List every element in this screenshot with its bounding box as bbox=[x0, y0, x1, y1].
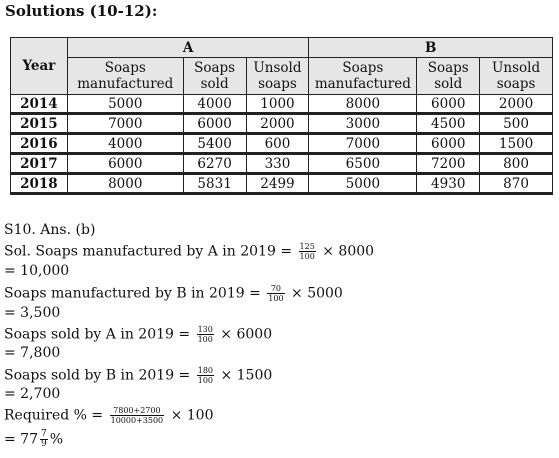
cell-year: 2017 bbox=[11, 154, 68, 174]
mixed-fraction-numerator: 7 bbox=[41, 429, 47, 439]
col-b-sold: Soaps sold bbox=[417, 58, 480, 95]
fraction-5 bbox=[110, 406, 165, 425]
line-9-suffix: × 100 bbox=[170, 407, 214, 424]
cell-year: 2015 bbox=[11, 114, 68, 134]
cell-a-manufactured: 4000 bbox=[67, 134, 183, 154]
cell-year: 2018 bbox=[11, 174, 68, 194]
cell-b-manufactured: 8000 bbox=[309, 95, 417, 114]
solution-line-1 bbox=[4, 242, 374, 261]
table-row bbox=[11, 154, 553, 174]
line-3-text: Soaps manufactured by B in 2019 = bbox=[4, 285, 261, 302]
fraction-4-numerator: 180 bbox=[197, 366, 214, 375]
cell-a-unsold: 600 bbox=[246, 134, 309, 154]
cell-a-unsold: 2000 bbox=[246, 114, 309, 134]
cell-b-sold: 6000 bbox=[417, 95, 480, 114]
cell-b-manufactured: 3000 bbox=[309, 114, 417, 134]
cell-a-sold: 5831 bbox=[183, 174, 246, 194]
fraction-5-denominator: 10000+3500 bbox=[110, 416, 164, 425]
table-row bbox=[11, 114, 553, 134]
col-a-unsold: Unsold soaps bbox=[246, 58, 309, 95]
solution-line-6: = 7,800 bbox=[4, 345, 61, 361]
table-row bbox=[11, 134, 553, 154]
answer-line: S10. Ans. (b) bbox=[4, 222, 96, 238]
cell-b-unsold: 1500 bbox=[480, 134, 553, 154]
cell-b-manufactured: 7000 bbox=[309, 134, 417, 154]
cell-a-sold: 6270 bbox=[183, 154, 246, 174]
col-b-manufactured: Soaps manufactured bbox=[309, 58, 417, 95]
cell-b-unsold: 870 bbox=[480, 174, 553, 194]
fraction-3 bbox=[197, 325, 214, 344]
cell-a-sold: 5400 bbox=[183, 134, 246, 154]
cell-a-unsold: 330 bbox=[246, 154, 309, 174]
cell-b-sold: 4500 bbox=[417, 114, 480, 134]
fraction-1-denominator: 100 bbox=[299, 252, 315, 261]
year-header: Year bbox=[11, 38, 68, 95]
cell-year: 2016 bbox=[11, 134, 68, 154]
cell-a-sold: 6000 bbox=[183, 114, 246, 134]
soap-data-table bbox=[10, 37, 553, 195]
cell-b-unsold: 2000 bbox=[480, 95, 553, 114]
fraction-4 bbox=[197, 366, 214, 385]
line-10-text: = 77 bbox=[4, 431, 38, 448]
mixed-fraction bbox=[40, 430, 48, 449]
solution-line-7 bbox=[4, 366, 272, 385]
fraction-3-numerator: 130 bbox=[197, 325, 213, 334]
line-7-suffix: × 1500 bbox=[220, 367, 273, 384]
line-5-text: Soaps sold by A in 2019 = bbox=[4, 326, 191, 343]
table-row bbox=[11, 95, 553, 114]
cell-a-unsold: 1000 bbox=[246, 95, 309, 114]
fraction-1 bbox=[299, 242, 316, 261]
group-b-header: B bbox=[309, 38, 553, 58]
cell-b-unsold: 500 bbox=[480, 114, 553, 134]
solution-line-9 bbox=[4, 406, 213, 425]
solution-line-4: = 3,500 bbox=[4, 305, 61, 321]
fraction-2-denominator: 100 bbox=[268, 294, 284, 303]
fraction-5-numerator: 7800+2700 bbox=[110, 406, 165, 416]
cell-a-sold: 4000 bbox=[183, 95, 246, 114]
cell-a-manufactured: 6000 bbox=[67, 154, 183, 174]
line-7-text: Soaps sold by B in 2019 = bbox=[4, 367, 191, 384]
table-row bbox=[11, 174, 553, 194]
solution-line-3 bbox=[4, 284, 343, 303]
cell-a-manufactured: 7000 bbox=[67, 114, 183, 134]
solution-line-5 bbox=[4, 325, 272, 344]
cell-b-manufactured: 5000 bbox=[309, 174, 417, 194]
line-3-suffix: × 5000 bbox=[291, 285, 343, 302]
group-a-header: A bbox=[67, 38, 309, 58]
line-9-text: Required % = bbox=[4, 407, 104, 424]
fraction-3-denominator: 100 bbox=[197, 335, 213, 344]
cell-a-manufactured: 8000 bbox=[67, 174, 183, 194]
cell-year: 2014 bbox=[11, 95, 68, 114]
cell-b-sold: 4930 bbox=[417, 174, 480, 194]
fraction-1-numerator: 125 bbox=[299, 242, 315, 251]
col-a-manufactured: Soaps manufactured bbox=[67, 58, 183, 95]
cell-b-sold: 6000 bbox=[417, 134, 480, 154]
col-a-sold: Soaps sold bbox=[183, 58, 246, 95]
solution-line-10 bbox=[4, 430, 63, 449]
fraction-4-denominator: 100 bbox=[197, 376, 214, 385]
solutions-heading: Solutions (10-12): bbox=[5, 2, 158, 20]
cell-a-manufactured: 5000 bbox=[67, 95, 183, 114]
cell-a-unsold: 2499 bbox=[246, 174, 309, 194]
line-5-suffix: × 6000 bbox=[220, 326, 273, 343]
mixed-fraction-denominator: 9 bbox=[41, 439, 47, 449]
solution-line-2: = 10,000 bbox=[4, 263, 70, 279]
cell-b-manufactured: 6500 bbox=[309, 154, 417, 174]
cell-b-sold: 7200 bbox=[417, 154, 480, 174]
line-1-text: Sol. Soaps manufactured by A in 2019 = bbox=[4, 243, 293, 260]
cell-b-unsold: 800 bbox=[480, 154, 553, 174]
col-b-unsold: Unsold soaps bbox=[480, 58, 553, 95]
solution-line-8: = 2,700 bbox=[4, 386, 61, 402]
fraction-2-numerator: 70 bbox=[267, 284, 284, 294]
line-1-suffix: × 8000 bbox=[322, 243, 375, 260]
line-10-suffix: % bbox=[49, 431, 64, 448]
fraction-2 bbox=[267, 284, 284, 303]
